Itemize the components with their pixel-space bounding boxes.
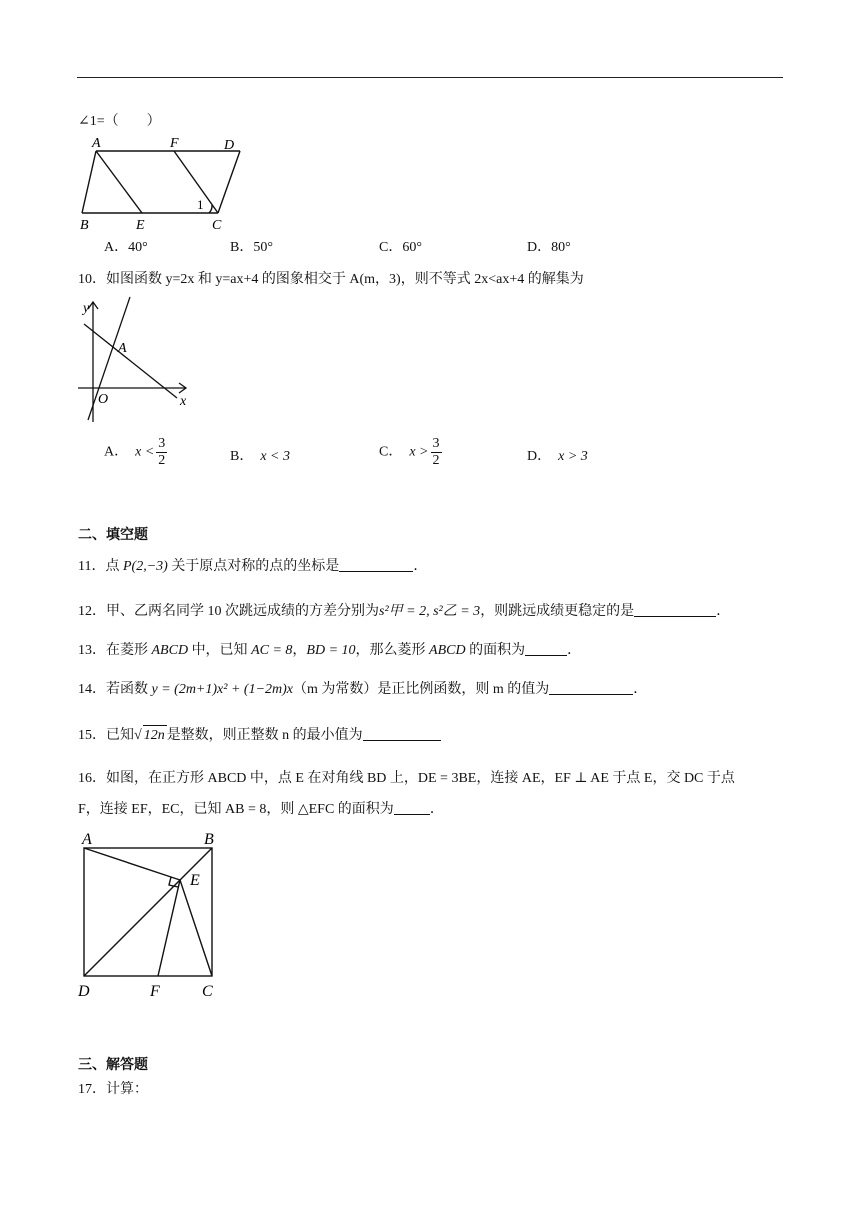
q15: 15．已知√ 12n 是整数，则正整数 n 的最小值为 xyxy=(78,725,441,746)
q9-label-A: A xyxy=(92,136,101,151)
q16-square-figure xyxy=(78,828,228,1000)
q16-line1: 16．如图，在正方形 ABCD 中，点 E 在对角线 BD 上，DE = 3BE，连接 AE，EF ⊥ AE 于点 E，交 DC 于点 xyxy=(78,771,735,786)
q11: 11．点 P(2,−3) 关于原点对称的点的坐标是 ． xyxy=(78,559,428,574)
q11-answer-blank[interactable] xyxy=(339,557,413,572)
q16-line2: F，连接 EF，EC，已知 AB = 8，则 △EFC 的面积为 ． xyxy=(78,802,444,817)
header-rule xyxy=(77,77,783,78)
q9-label-angle1: 1 xyxy=(197,197,204,212)
q16-label-D: D xyxy=(78,983,90,1000)
q10-label-x: x xyxy=(180,394,187,409)
q10-option-c[interactable]: C． x > $\frac{3}{2}$ xyxy=(379,436,440,468)
q13: 13．在菱形 ABCD 中，已知 AC = 8，BD = 10，那么菱形 ABCD 的面积为 ． xyxy=(78,643,582,658)
q9-stem: ∠1=（ ） xyxy=(78,114,161,129)
q9-option-b[interactable]: B．50° xyxy=(230,240,273,255)
q13-answer-blank[interactable] xyxy=(525,641,567,656)
q16-label-C: C xyxy=(202,983,213,1000)
section-answer-heading: 三、解答题 xyxy=(78,1058,148,1073)
q10-label-y: y xyxy=(83,301,90,316)
q12: 12．甲、乙两名同学 10 次跳远成绩的方差分别为s²甲 = 2, s²乙 = 3，则跳远成绩更稳定的是 ． xyxy=(78,604,731,619)
q16-answer-blank[interactable] xyxy=(394,800,430,815)
q10-option-a[interactable]: A． x < $\frac{3}{2}$ xyxy=(104,436,166,468)
q17-stem: 17．计算： xyxy=(78,1082,148,1097)
q10-label-A: A xyxy=(118,341,127,356)
q9-label-E: E xyxy=(136,218,145,233)
q16-label-F: F xyxy=(150,983,160,1000)
q16-label-B: B xyxy=(204,831,214,848)
q9-option-a[interactable]: A．40° xyxy=(104,240,148,255)
q9-label-D: D xyxy=(224,138,235,153)
q10-option-b[interactable]: B． x < 3 xyxy=(230,449,291,464)
q9-option-d[interactable]: D．80° xyxy=(527,240,571,255)
q16-label-A: A xyxy=(82,831,92,848)
q10-stem: 10．如图函数 y=2x 和 y=ax+4 的图象相交于 A(m，3)，则不等式 2x<ax+4 的解集为 xyxy=(78,272,584,287)
q14-answer-blank[interactable] xyxy=(549,680,633,695)
q10-label-O: O xyxy=(98,392,109,407)
section-fill-in-heading: 二、填空题 xyxy=(78,528,148,543)
q9-label-C: C xyxy=(212,218,222,233)
q16-label-E: E xyxy=(190,872,200,889)
q10-graph-figure xyxy=(76,292,196,427)
q9-option-c[interactable]: C．60° xyxy=(379,240,422,255)
q12-answer-blank[interactable] xyxy=(634,602,716,617)
q14: 14．若函数 y = (2m+1)x² + (1−2m)x（m 为常数）是正比例函数，则 m 的值为 ． xyxy=(78,682,648,697)
q10-option-d[interactable]: D． x > 3 xyxy=(527,449,588,464)
q9-label-B: B xyxy=(80,218,89,233)
q9-label-F: F xyxy=(170,136,179,151)
q15-answer-blank[interactable] xyxy=(363,726,441,741)
q9-parallelogram-figure xyxy=(78,133,258,233)
